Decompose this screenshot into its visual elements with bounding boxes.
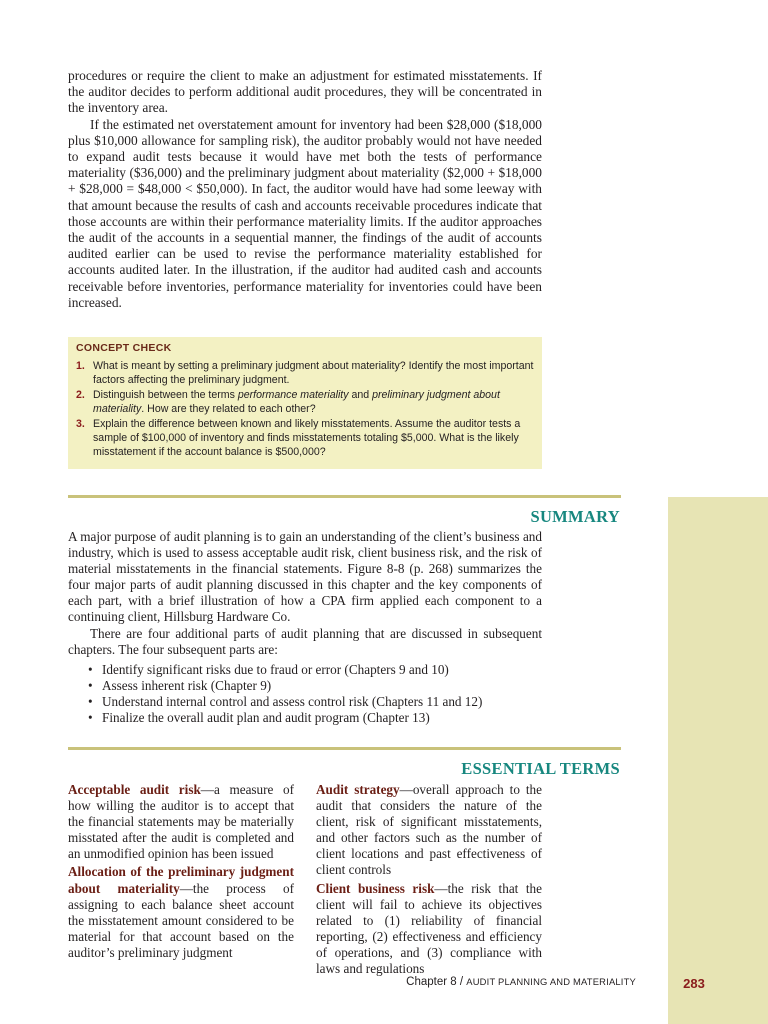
paragraph: procedures or require the client to make an adjustment for estimated misstatements. If the auditor decides to perform additional audit procedures, they will be concentrated in the inventory area. bbox=[68, 68, 542, 116]
term-definition: —the process of assigning to each balance sheet account the misstatement amount considered to be material for that account based on the auditor’s preliminary judgment bbox=[68, 880, 294, 960]
term-name: Allocation of the preliminary judgment about materiality bbox=[68, 864, 294, 896]
bullet-icon: • bbox=[88, 710, 93, 726]
summary-bullet-list bbox=[68, 662, 542, 726]
term-definition: —the risk that the client will fail to achieve its objectives related to (1) reliability of financial reporting, (2) effectiveness and efficiency of operations, and (3) compliance with laws and regulations bbox=[316, 880, 542, 977]
glossary-term bbox=[68, 782, 294, 862]
list-item: • Assess inherent risk (Chapter 9) bbox=[88, 677, 272, 693]
concept-check-box bbox=[68, 337, 542, 469]
paragraph: A major purpose of audit planning is to gain an understanding of the client’s business and industry, which is used to assess acceptable audit risk, client business risk, and the risk of material misstatements in the financial statements. Figure 8-8 (p. 268) summarizes the four major parts of audit planning discussed in this chapter and the key components of each part, with a brief illustration of how a CPA firm applied each component to a continuing client, Hillsburg Hardware Co. bbox=[68, 529, 542, 625]
term-definition: —a measure of how willing the auditor is to accept that the financial statements may be materially misstated after the audit is completed and an unmodified opinion has been issued bbox=[68, 782, 294, 862]
section-divider bbox=[68, 495, 621, 498]
bullet-icon: • bbox=[88, 677, 93, 693]
terms-column-right bbox=[316, 782, 542, 979]
concept-check-item bbox=[76, 360, 534, 387]
running-footer bbox=[400, 976, 636, 988]
item-number: 3. bbox=[76, 418, 85, 431]
list-item: • Identify significant risks due to fraud or error (Chapters 9 and 10) bbox=[88, 661, 449, 677]
item-number: 2. bbox=[76, 389, 85, 402]
item-text: and bbox=[348, 389, 373, 402]
section-divider bbox=[68, 747, 621, 750]
paragraph: There are four additional parts of audit planning that are discussed in subsequent chapters. The four subsequent parts are: bbox=[68, 625, 542, 657]
list-item: • Finalize the overall audit plan and audit program (Chapter 13) bbox=[88, 710, 430, 726]
term-name: Client business risk bbox=[316, 880, 435, 896]
glossary-term bbox=[316, 881, 542, 978]
item-number: 1. bbox=[76, 360, 85, 372]
footer-chapter-title: AUDIT PLANNING AND MATERIALITY bbox=[466, 976, 636, 987]
essential-terms-heading: ESSENTIAL TERMS bbox=[461, 759, 620, 778]
page-number: 283 bbox=[683, 976, 705, 991]
concept-check-heading: CONCEPT CHECK bbox=[76, 342, 172, 354]
bullet-icon: • bbox=[88, 693, 93, 709]
concept-check-item bbox=[76, 389, 534, 416]
terms-column-left bbox=[68, 782, 294, 963]
summary-heading: SUMMARY bbox=[530, 507, 620, 526]
paragraph: If the estimated net overstatement amount for inventory had been $28,000 ($18,000 plus $10,000 allowance for sampling risk), the auditor probably would not have needed to expand audit tests because it would have met both the tests of performance materiality ($36,000) and the preliminary judgment about materiality ($2,000 + $18,000 + $28,000 = $48,000 < $50,000). In fact, the auditor would have had some leeway with that amount because the results of cash and accounts receivable procedures indicate that those accounts are within their performance materiality limits. If the auditor approaches the audit of the accounts in a sequential manner, the findings of the audit of accounts audited earlier can be used to revise the performance materiality established for accounts audited later. In the illustration, if the auditor had audited cash and accounts receivable before inventories, performance materiality for inventories could have been increased. bbox=[68, 116, 542, 310]
item-text: Explain the difference between known and likely misstatements. Assume the auditor tests a sample of $100,000 of inventory and finds misstatements totaling $5,000. What is the likely misstatement if the account balance is $500,000? bbox=[93, 418, 521, 458]
body-text bbox=[68, 68, 542, 311]
term-name: Acceptable audit risk bbox=[68, 782, 201, 797]
summary-section bbox=[68, 529, 542, 726]
item-emphasis: preliminary judgment about materiality bbox=[93, 389, 500, 415]
term-definition: —overall approach to the audit that considers the nature of the client, risk of significant misstatements, and other factors such as the number of client locations and past effectiveness of client controls bbox=[316, 782, 543, 878]
margin-sidebar bbox=[668, 497, 768, 1024]
glossary-term bbox=[68, 864, 294, 961]
item-text: What is meant by setting a preliminary judgment about materiality? Identify the most important factors affecting the preliminary judgment. bbox=[93, 360, 534, 386]
item-emphasis: performance materiality bbox=[237, 389, 349, 402]
bullet-icon: • bbox=[88, 661, 93, 677]
concept-check-item bbox=[76, 418, 534, 459]
term-name: Audit strategy bbox=[316, 782, 400, 797]
footer-chapter: Chapter 8 / bbox=[406, 976, 467, 988]
item-text: Distinguish between the terms bbox=[93, 389, 238, 402]
glossary-term bbox=[316, 782, 542, 879]
concept-check-list bbox=[76, 360, 534, 459]
item-text: . How are they related to each other? bbox=[141, 402, 316, 415]
list-item: • Understand internal control and assess control risk (Chapters 11 and 12) bbox=[88, 693, 483, 709]
